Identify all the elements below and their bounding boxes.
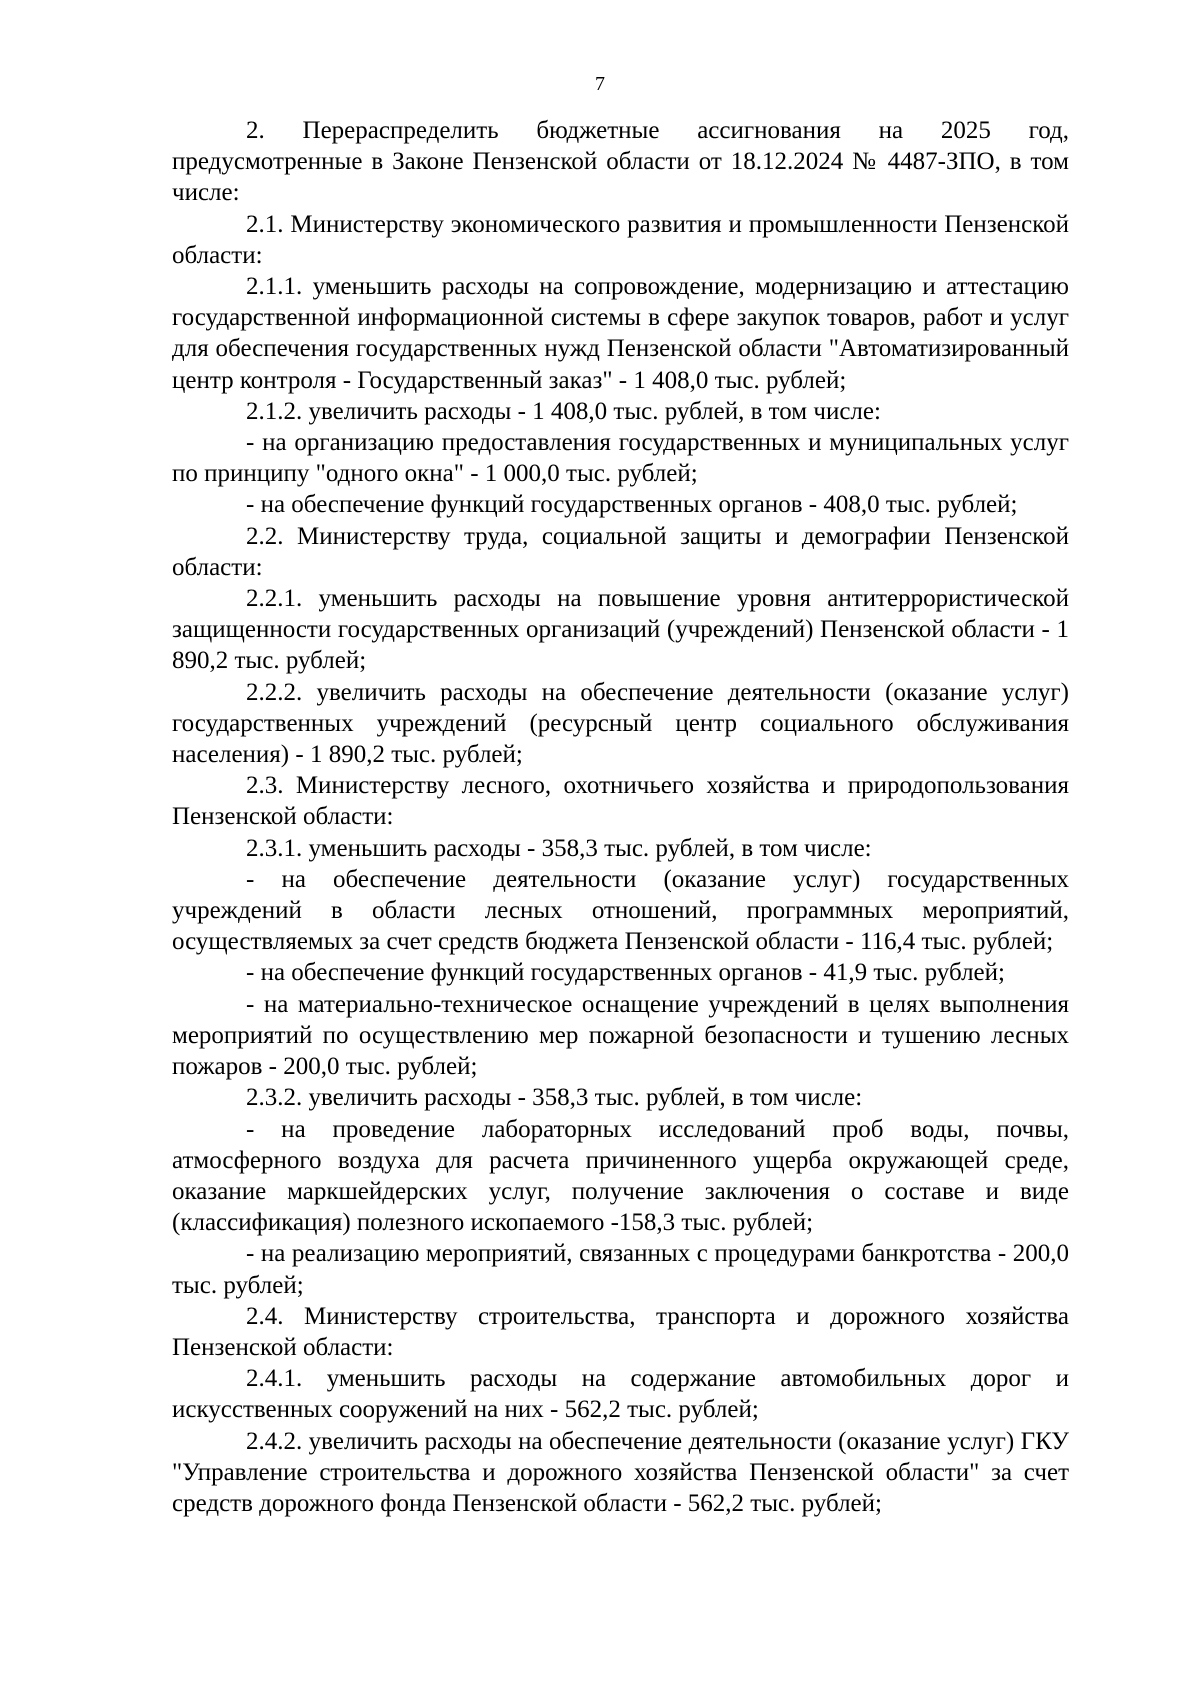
paragraph: - на реализацию мероприятий, связанных с процедурами банкротства - 200,0 тыс. рублей; [172, 1240, 1069, 1299]
page-number: 7 [595, 73, 605, 95]
paragraph: 2.4.1. уменьшить расходы на содержание автомобильных дорог и искусственных сооружений на них - 562,2 тыс. рублей; [172, 1365, 1069, 1424]
paragraph: 2.2.2. увеличить расходы на обеспечение деятельности (оказание услуг) государственных учреждений (ресурсный центр социального обслуживания населения) - 1 890,2 тыс. рублей; [172, 678, 1069, 769]
paragraph: 2.1.1. уменьшить расходы на сопровождение, модернизацию и аттестацию государственной информационной системы в сфере закупок товаров, работ и услуг для обеспечения государственных нужд Пензенской области "Автоматизированный центр контроля - Государственный заказ" - 1 408,0 тыс. рублей; [172, 273, 1069, 394]
paragraph: - на проведение лабораторных исследований проб воды, почвы, атмосферного воздуха для расчета причиненного ущерба окружающей среде, оказание маркшейдерских услуг, получение заключения о составе и виде (классификация) полезного ископаемого -158,3 тыс. рублей; [172, 1115, 1069, 1237]
paragraph: 2.2. Министерству труда, социальной защиты и демографии Пензенской области: [172, 522, 1069, 581]
paragraph: - на обеспечение функций государственных органов - 408,0 тыс. рублей; [246, 491, 1018, 519]
document-body [172, 115, 1069, 1519]
paragraph: - на организацию предоставления государственных и муниципальных услуг по принципу "одного окна" - 1 000,0 тыс. рублей; [172, 429, 1069, 488]
paragraph: 2.2.1. уменьшить расходы на повышение уровня антитеррористической защищенности государственных организаций (учреждений) Пензенской области - 1 890,2 тыс. рублей; [172, 585, 1069, 675]
paragraph: 2.4.2. увеличить расходы на обеспечение деятельности (оказание услуг) ГКУ "Управление строительства и дорожного хозяйства Пензенской области" за счет средств дорожного фонда Пензенской области - 562,2 тыс. рублей; [172, 1427, 1069, 1517]
paragraph: 2.3.1. уменьшить расходы - 358,3 тыс. рублей, в том числе: [246, 834, 872, 862]
paragraph: 2.3. Министерству лесного, охотничьего хозяйства и природопользования Пензенской области: [172, 772, 1069, 831]
paragraph: - на обеспечение функций государственных органов - 41,9 тыс. рублей; [246, 959, 1005, 987]
paragraph: 2.3.2. увеличить расходы - 358,3 тыс. рублей, в том числе: [246, 1084, 863, 1112]
paragraph: 2.4. Министерству строительства, транспорта и дорожного хозяйства Пензенской области: [172, 1302, 1069, 1361]
paragraph: 2. Перераспределить бюджетные ассигнования на 2025 год, предусмотренные в Законе Пензенской области от 18.12.2024 № 4487-ЗПО, в том числе: [172, 117, 1069, 207]
paragraph: - на материально-техническое оснащение учреждений в целях выполнения мероприятий по осуществлению мер пожарной безопасности и тушению лесных пожаров - 200,0 тыс. рублей; [172, 990, 1069, 1081]
paragraph: - на обеспечение деятельности (оказание услуг) государственных учреждений в области лесных отношений, программных мероприятий, осуществляемых за счет средств бюджета Пензенской области - 116,4 тыс. рублей; [172, 865, 1069, 956]
paragraph: 2.1.2. увеличить расходы - 1 408,0 тыс. рублей, в том числе: [246, 397, 881, 425]
paragraph: 2.1. Министерству экономического развития и промышленности Пензенской области: [172, 210, 1069, 269]
